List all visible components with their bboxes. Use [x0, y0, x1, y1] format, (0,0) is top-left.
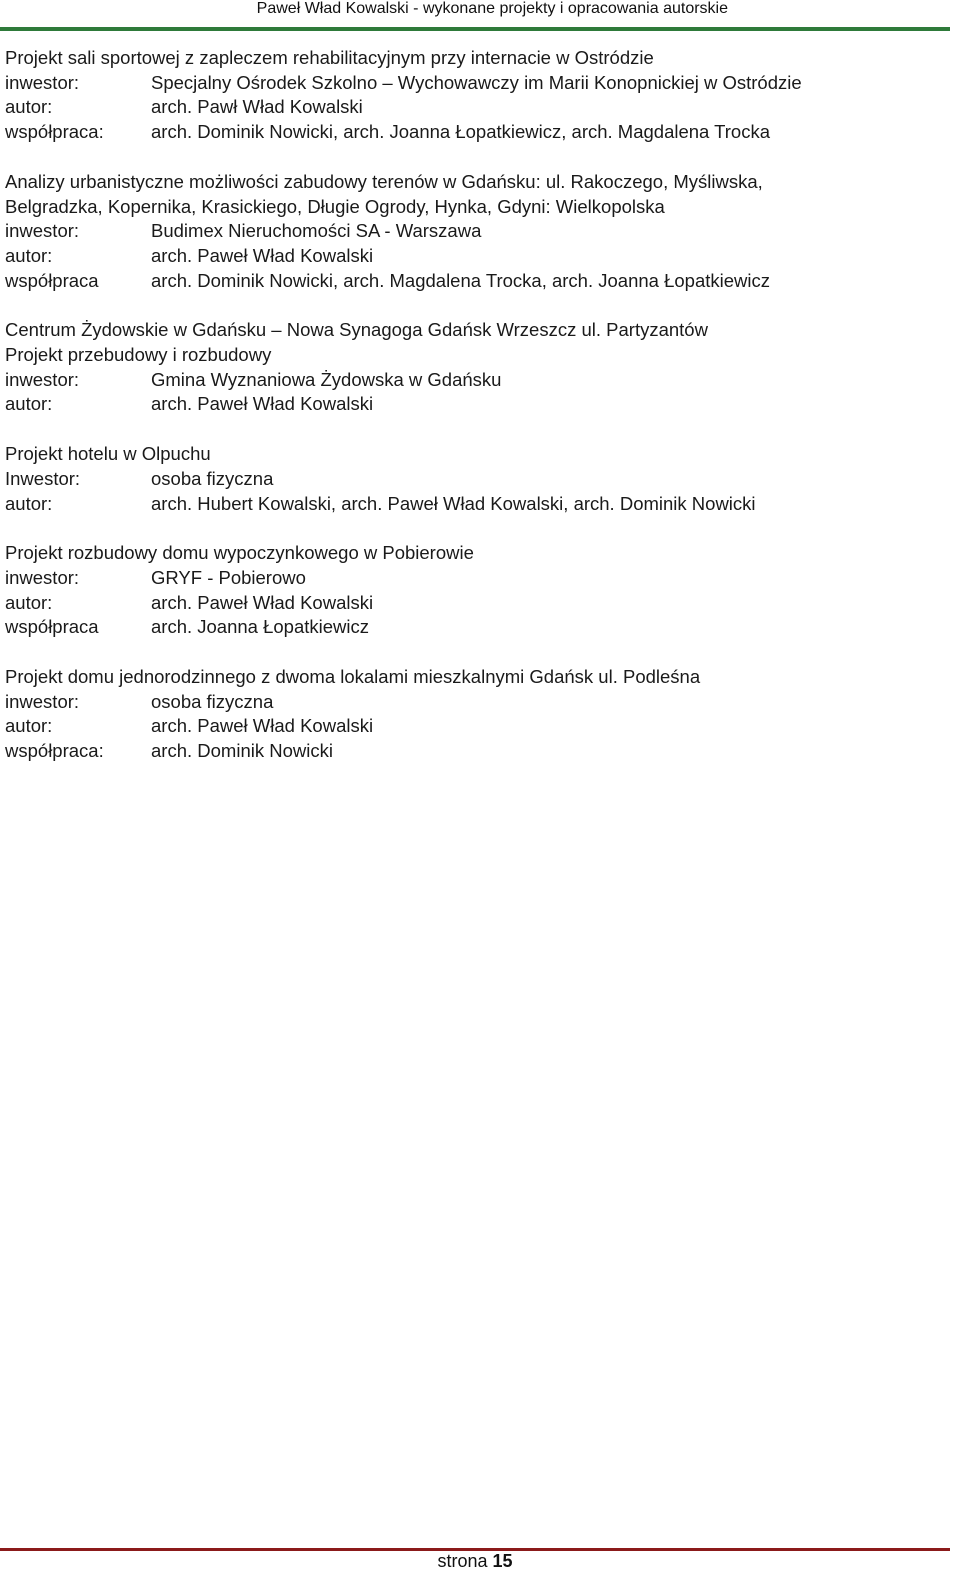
row-label: autor:	[5, 715, 53, 737]
row-label: współpraca	[5, 269, 99, 291]
project-subtitle: Projekt przebudowy i rozbudowy	[5, 344, 272, 366]
row-value: Gmina Wyznaniowa Żydowska w Gdańsku	[151, 368, 502, 390]
page-header	[0, 0, 960, 34]
project-row-cooperation	[5, 739, 945, 764]
project-row-cooperation	[5, 615, 945, 640]
row-value: arch. Dominik Nowicki, arch. Magdalena Trocka, arch. Joanna Łopatkiewicz	[151, 269, 771, 291]
page-footer	[0, 1540, 960, 1594]
row-label: autor:	[5, 492, 53, 514]
row-value: arch. Paweł Wład Kowalski	[151, 591, 374, 613]
project-row-author	[5, 392, 945, 417]
project-title: Projekt domu jednorodzinnego z dwoma lokalami mieszkalnymi Gdańsk ul. Podleśna	[5, 666, 701, 688]
project-row-cooperation	[5, 120, 945, 145]
project-row-cooperation	[5, 269, 945, 294]
project-title: Centrum Żydowskie w Gdańsku – Nowa Synagoga Gdańsk Wrzeszcz ul. Partyzantów	[5, 319, 708, 341]
project-row-author	[5, 244, 945, 269]
project-title: Projekt hotelu w Olpuchu	[5, 443, 211, 465]
row-value: Budimex Nieruchomości SA - Warszawa	[151, 220, 482, 242]
row-value: arch. Dominik Nowicki	[151, 740, 333, 762]
project-title: Belgradzka, Kopernika, Krasickiego, Długie Ogrody, Hynka, Gdyni: Wielkopolska	[5, 195, 665, 217]
row-label: współpraca:	[5, 121, 104, 143]
row-label: autor:	[5, 244, 53, 266]
row-label: inwestor:	[5, 71, 80, 93]
project-row-investor	[5, 690, 945, 715]
project-row-author	[5, 714, 945, 739]
project-row-investor	[5, 219, 945, 244]
project-row-investor	[5, 368, 945, 393]
project-row-author	[5, 591, 945, 616]
row-value: arch. Paweł Wład Kowalski	[151, 244, 374, 266]
project-row-investor	[5, 566, 945, 591]
row-value: osoba fizyczna	[151, 467, 274, 489]
row-value: arch. Dominik Nowicki, arch. Joanna Łopatkiewicz, arch. Magdalena Trocka	[151, 121, 771, 143]
project-title: Projekt sali sportowej z zapleczem rehabilitacyjnym przy internacie w Ostródzie	[5, 47, 654, 68]
project-entry	[5, 318, 945, 417]
row-value: arch. Paweł Wład Kowalski	[151, 393, 374, 415]
row-label: inwestor:	[5, 368, 80, 390]
row-label: inwestor:	[5, 220, 80, 242]
project-row-author	[5, 95, 945, 120]
row-label: autor:	[5, 591, 53, 613]
project-entry	[5, 541, 945, 640]
project-entry	[5, 665, 945, 764]
row-label: współpraca:	[5, 740, 104, 762]
page-number-value: 15	[492, 1551, 513, 1571]
project-entry	[5, 46, 945, 145]
header-divider	[0, 27, 950, 31]
project-row-author	[5, 492, 945, 517]
project-list	[5, 46, 945, 789]
header-title: Paweł Wład Kowalski - wykonane projekty i opracowania autorskie	[256, 0, 728, 17]
project-title: Analizy urbanistyczne możliwości zabudowy terenów w Gdańsku: ul. Rakoczego, Myśliwska,	[5, 170, 763, 192]
page-number-label: strona	[437, 1551, 488, 1571]
row-value: arch. Joanna Łopatkiewicz	[151, 616, 370, 638]
row-label: inwestor:	[5, 690, 80, 712]
row-label: autor:	[5, 96, 53, 118]
row-label: autor:	[5, 393, 53, 415]
row-value: arch. Hubert Kowalski, arch. Paweł Wład Kowalski, arch. Dominik Nowicki	[151, 492, 756, 514]
row-value: Specjalny Ośrodek Szkolno – Wychowawczy im Marii Konopnickiej w Ostródzie	[151, 71, 802, 93]
row-value: GRYF - Pobierowo	[151, 566, 306, 588]
page-number	[0, 1550, 950, 1572]
row-value: arch. Paweł Wład Kowalski	[151, 715, 374, 737]
project-entry	[5, 442, 945, 516]
project-row-investor	[5, 467, 945, 492]
row-label: inwestor:	[5, 566, 80, 588]
row-value: arch. Pawł Wład Kowalski	[151, 96, 363, 118]
row-label: współpraca	[5, 616, 99, 638]
row-label: Inwestor:	[5, 467, 81, 489]
project-title: Projekt rozbudowy domu wypoczynkowego w Pobierowie	[5, 542, 474, 564]
project-entry	[5, 170, 945, 294]
row-value: osoba fizyczna	[151, 690, 274, 712]
project-row-investor	[5, 71, 945, 96]
